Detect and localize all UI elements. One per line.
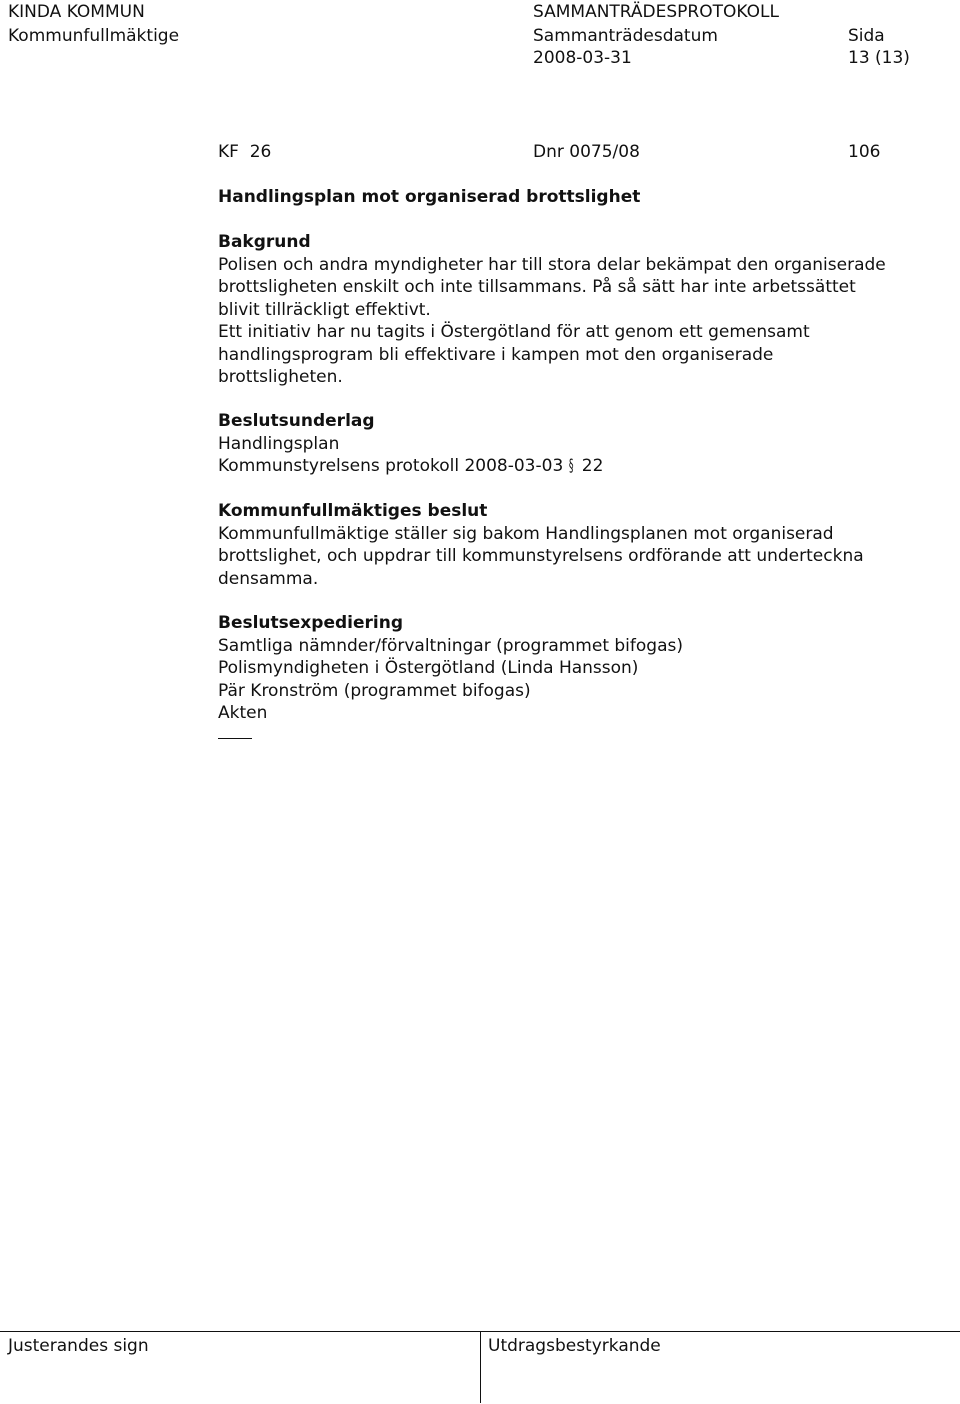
- beslutsunderlag-item: Handlingsplan: [218, 433, 340, 454]
- bakgrund-line: brottsligheten.: [218, 367, 343, 387]
- bakgrund-line: handlingsprogram bli effektivare i kampen mot den organiserade: [218, 344, 774, 365]
- end-mark-line: [218, 738, 252, 739]
- meeting-date-label: Sammanträdesdatum: [533, 26, 718, 46]
- footer-column-divider: [480, 1331, 481, 1403]
- beslut-heading: Kommunfullmäktiges beslut: [218, 501, 488, 521]
- org-name: KINDA KOMMUN: [8, 2, 145, 22]
- justerandes-sign-label: Justerandes sign: [8, 1336, 149, 1356]
- beslut-line: brottslighet, och uppdrar till kommunstyrelsens ordförande att underteckna: [218, 546, 864, 566]
- paragraph-sign: §: [569, 456, 574, 476]
- case-dnr: Dnr 0075/08: [533, 142, 640, 162]
- expediering-heading: Beslutsexpediering: [218, 613, 403, 633]
- case-paragraph-text: KF 26: [218, 142, 272, 162]
- meeting-body: Kommunfullmäktige: [8, 26, 180, 46]
- beslut-line: Kommunfullmäktige ställer sig bakom Handlingsplanen mot organiserad: [218, 523, 834, 544]
- expediering-line: Akten: [218, 703, 268, 723]
- case-title: Handlingsplan mot organiserad brottslighet: [218, 187, 641, 207]
- beslutsunderlag-item-prefix: Kommunstyrelsens protokoll 2008-03-03: [218, 456, 564, 476]
- expediering-line: Polismyndigheten i Östergötland (Linda Hansson): [218, 658, 639, 678]
- bakgrund-line: Ett initiativ har nu tagits i Östergötland för att genom ett gemensamt: [218, 322, 810, 342]
- expediering-line: Pär Kronström (programmet bifogas): [218, 680, 531, 701]
- bakgrund-line: Polisen och andra myndigheter har till stora delar bekämpat den organiserade: [218, 254, 886, 275]
- bakgrund-line: brottsligheten enskilt och inte tillsammans. På så sätt har inte arbetssättet: [218, 277, 856, 297]
- beslutsunderlag-item-number: 22: [581, 456, 604, 476]
- beslutsunderlag-section: [218, 410, 938, 478]
- page-number: 13 (13): [848, 48, 910, 68]
- beslut-line: densamma.: [218, 568, 319, 589]
- bakgrund-section: [218, 231, 938, 389]
- case-number: 106: [848, 142, 881, 162]
- page-label: Sida: [848, 26, 885, 46]
- beslutsunderlag-heading: Beslutsunderlag: [218, 411, 375, 431]
- bakgrund-line: blivit tillräckligt effektivt.: [218, 299, 431, 320]
- case-paragraph: [218, 141, 271, 164]
- expediering-line: Samtliga nämnder/förvaltningar (programmet bifogas): [218, 635, 683, 656]
- meeting-date: 2008-03-31: [533, 48, 632, 68]
- beslut-section: [218, 500, 938, 590]
- document-type: SAMMANTRÄDESPROTOKOLL: [533, 2, 779, 22]
- beslutsunderlag-item: [218, 455, 938, 478]
- utdragsbestyrkande-label: Utdragsbestyrkande: [488, 1336, 661, 1356]
- bakgrund-heading: Bakgrund: [218, 232, 311, 252]
- expediering-section: [218, 612, 938, 725]
